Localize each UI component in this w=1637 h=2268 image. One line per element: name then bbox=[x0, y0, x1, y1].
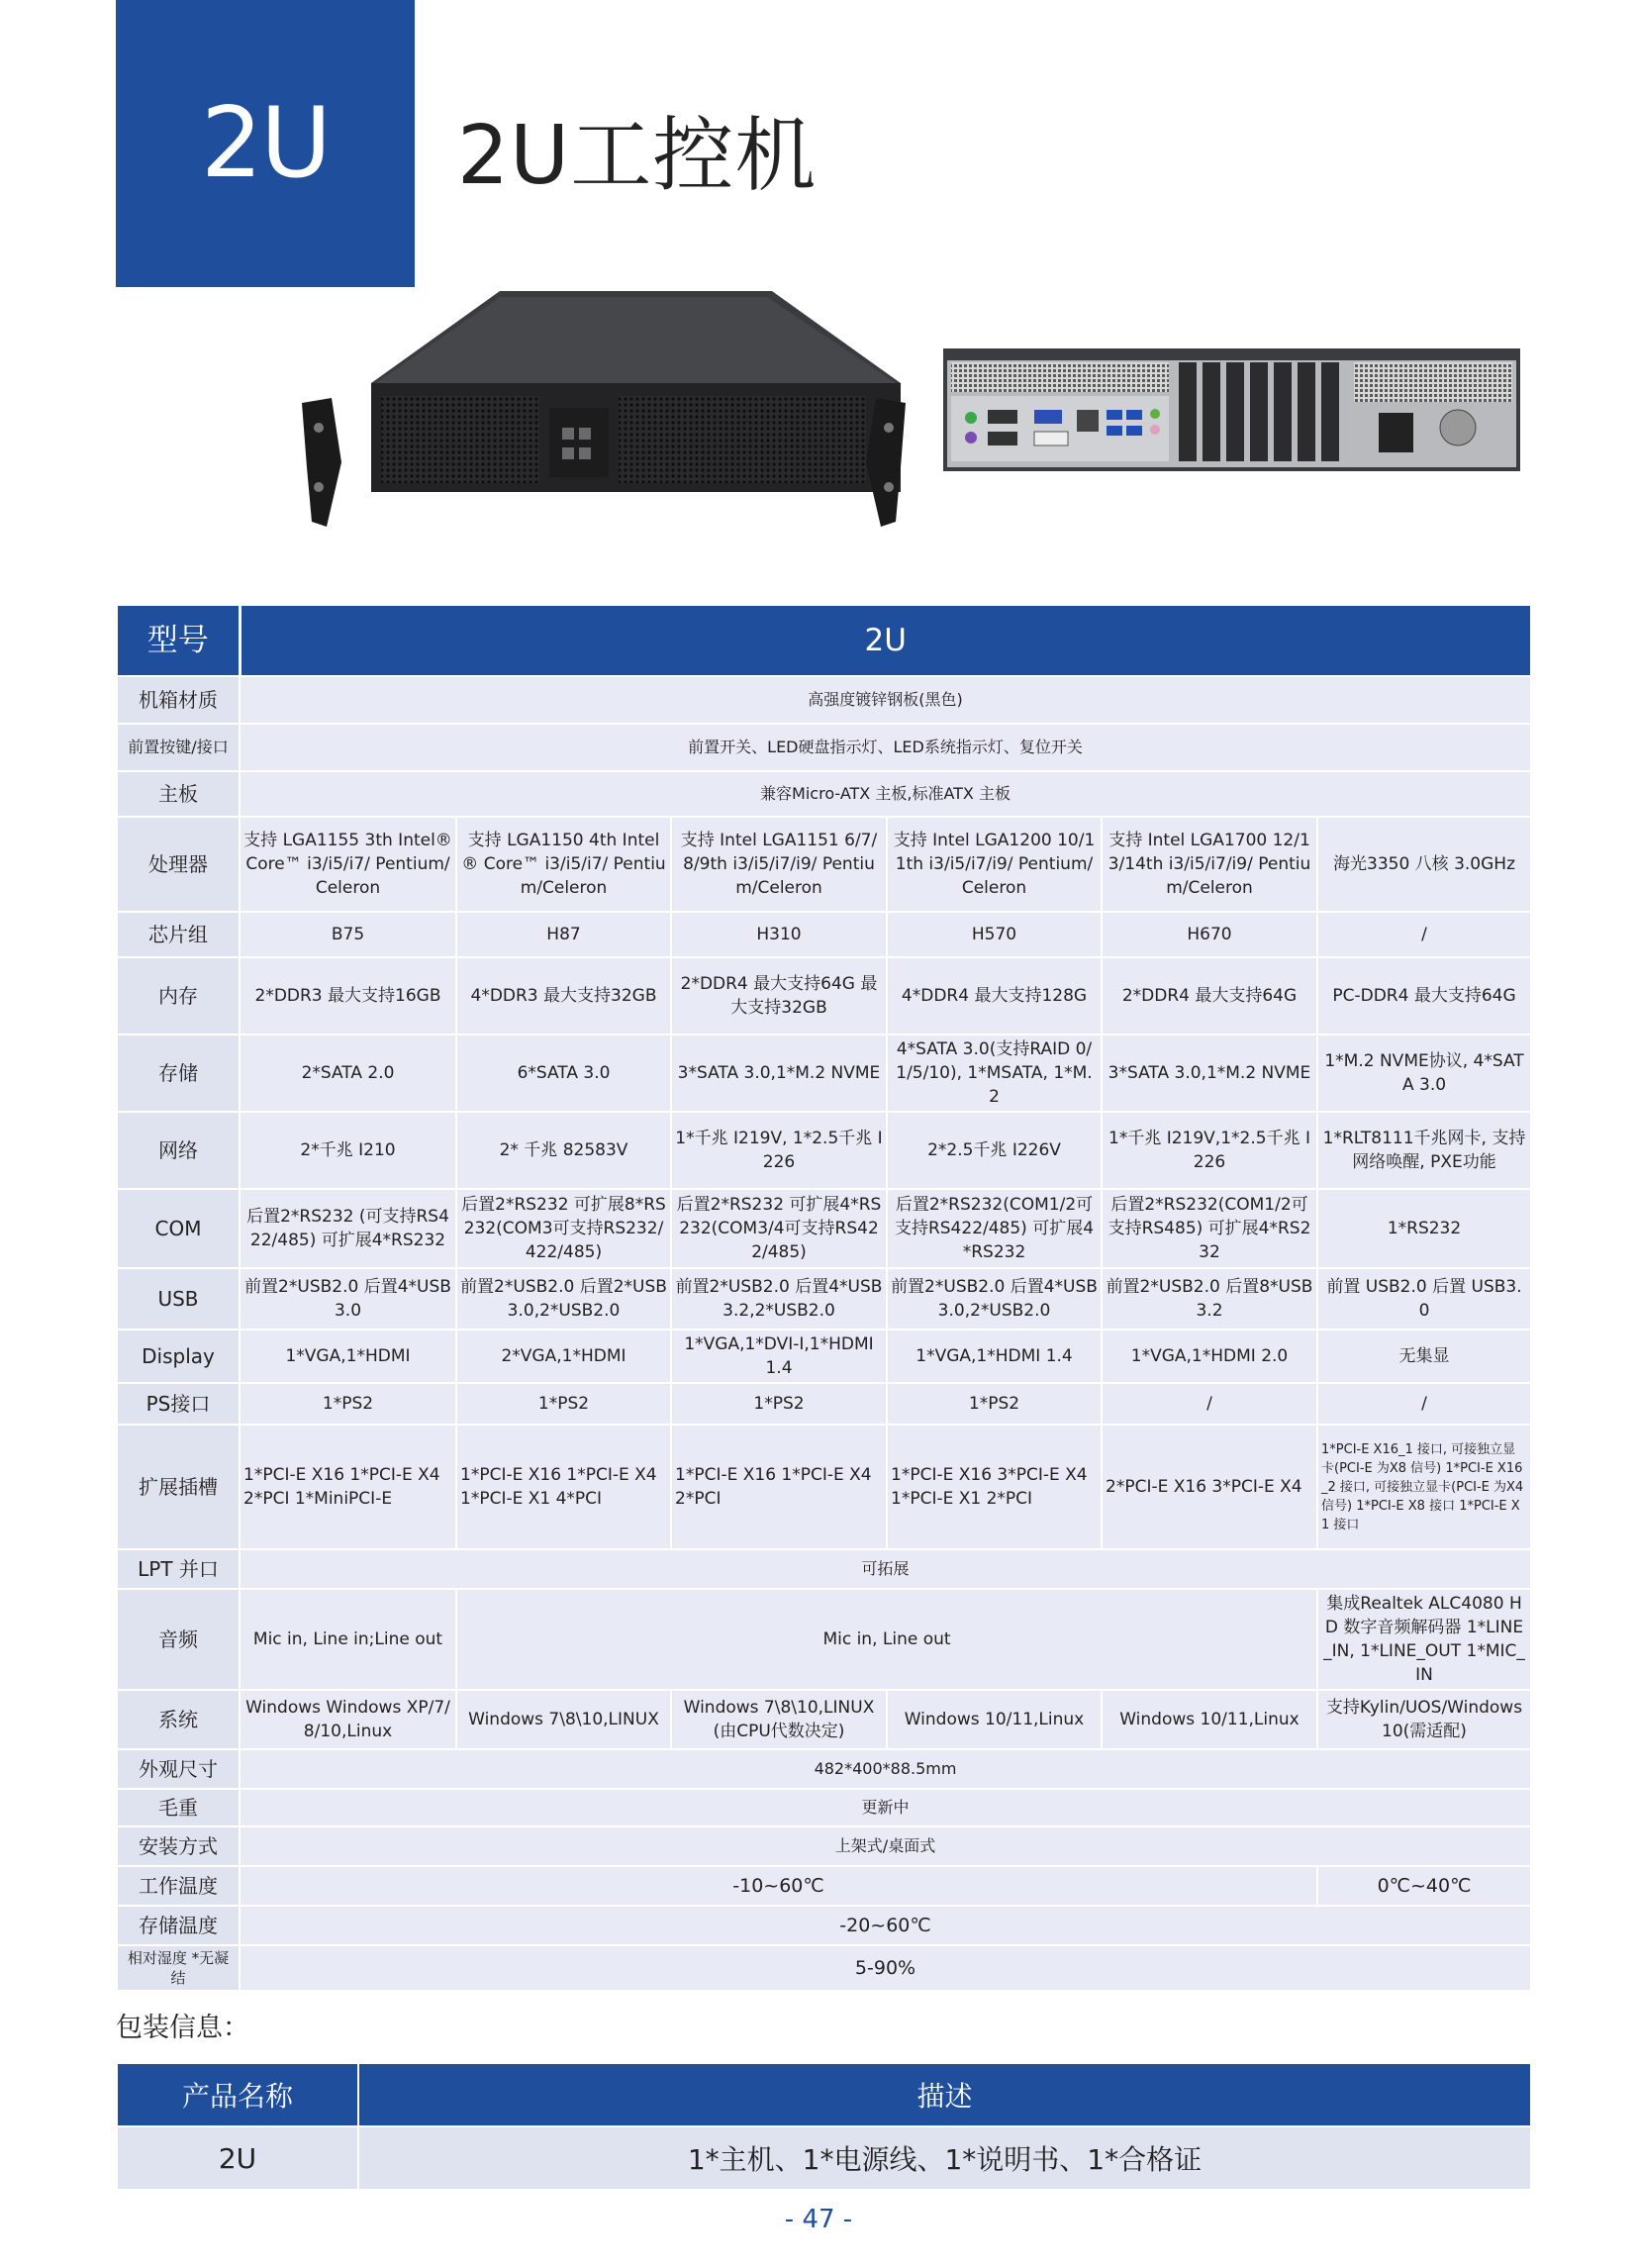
packing-header-row bbox=[117, 2063, 1531, 2126]
model-badge: 2U bbox=[116, 0, 415, 287]
spec-row-dimensions: 外观尺寸 482*400*88.5mm bbox=[117, 1749, 1531, 1789]
model-value: 2U bbox=[240, 605, 1531, 676]
spec-row-lpt: LPT 并口 可拓展 bbox=[117, 1549, 1531, 1589]
spec-row-network: 网络 2*千兆 I210 2* 千兆 82583V 1*千兆 I219V, 1*2.5千兆 I226 2*2.5千兆 I226V 1*千兆 I219V,1*2.5千兆 I226 1*RLT8111千兆网卡, 支持网络唤醒, PXE功能 bbox=[117, 1112, 1531, 1189]
spec-row-mounting: 安装方式 上架式/桌面式 bbox=[117, 1826, 1531, 1866]
packing-desc: 1*主机、1*电源线、1*说明书、1*合格证 bbox=[358, 2126, 1531, 2190]
packing-row bbox=[117, 2126, 1531, 2190]
spec-row-com: COM 后置2*RS232 (可支持RS422/485) 可扩展4*RS232 后置2*RS232 可扩展8*RS232(COM3可支持RS232/422/485) 后置2*RS232 可扩展4*RS232(COM3/4可支持RS422/485) 后置2*RS232(COM1/2可支持RS422/485) 可扩展4*RS232 后置2*RS232(COM1/2可支持RS485) 可扩展4*RS232 1*RS232 bbox=[117, 1189, 1531, 1268]
packing-name: 2U bbox=[117, 2126, 358, 2190]
spec-row-cpu: 处理器 支持 LGA1155 3th Intel® Core™ i3/i5/i7/ Pentium/Celeron 支持 LGA1150 4th Intel® Core™ i3/i5/i7/ Pentium/Celeron 支持 Intel LGA1151 6/7/8/9th i3/i5/i7/i9/ Pentium/Celeron 支持 Intel LGA1200 10/11th i3/i5/i7/i9/ Pentium/Celeron 支持 Intel LGA1700 12/13/14th i3/i5/i7/i9/ Pentium/Celeron 海光3350 八核 3.0GHz bbox=[117, 817, 1531, 912]
model-label: 型号 bbox=[117, 605, 240, 676]
spec-row-display: Display 1*VGA,1*HDMI 2*VGA,1*HDMI 1*VGA,1*DVI-I,1*HDMI 1.4 1*VGA,1*HDMI 1.4 1*VGA,1*HDMI 2.0 无集显 bbox=[117, 1330, 1531, 1383]
spec-row-ps2: PS接口 1*PS2 1*PS2 1*PS2 1*PS2 / / bbox=[117, 1383, 1531, 1425]
packing-name-header: 产品名称 bbox=[117, 2063, 358, 2126]
packing-title: 包装信息： bbox=[116, 2013, 249, 2043]
packing-table bbox=[116, 2062, 1532, 2191]
chassis-rear-image bbox=[943, 348, 1520, 471]
spec-row-memory: 内存 2*DDR3 最大支持16GB 4*DDR3 最大支持32GB 2*DDR4 最大支持64G 最大支持32GB 4*DDR4 最大支持128G 2*DDR4 最大支持64G PC-DDR4 最大支持64G bbox=[117, 957, 1531, 1035]
spec-row-audio: 音频 Mic in, Line in;Line out Mic in, Line out 集成Realtek ALC4080 HD 数字音频解码器 1*LINE_IN, 1*LINE_OUT 1*MIC_IN bbox=[117, 1589, 1531, 1690]
page-number: - 47 - bbox=[784, 2205, 853, 2234]
spec-row-humidity: 相对湿度 *无凝结 5-90% bbox=[117, 1945, 1531, 1991]
spec-row-op-temp: 工作温度 -10~60℃ 0℃~40℃ bbox=[117, 1866, 1531, 1906]
page-title: 2U工控机 bbox=[457, 109, 818, 203]
spec-row-expansion: 扩展插槽 1*PCI-E X16 1*PCI-E X4 2*PCI 1*MiniPCI-E 1*PCI-E X16 1*PCI-E X4 1*PCI-E X1 4*PCI 1*PCI-E X16 1*PCI-E X4 2*PCI 1*PCI-E X16 3*PCI-E X4 1*PCI-E X1 2*PCI 2*PCI-E X16 3*PCI-E X4 1*PCI-E X16_1 接口, 可接独立显卡(PCI-E 为X8 信号) 1*PCI-E X16_2 接口, 可接独立显卡(PCI-E 为X4 信号) 1*PCI-E X8 接口 1*PCI-E X1 接口 bbox=[117, 1425, 1531, 1549]
spec-row-mainboard: 主板 兼容Micro-ATX 主板,标准ATX 主板 bbox=[117, 771, 1531, 817]
packing-desc-header: 描述 bbox=[358, 2063, 1531, 2126]
spec-row-front-buttons: 前置按键/接口 前置开关、LED硬盘指示灯、LED系统指示灯、复位开关 bbox=[117, 724, 1531, 771]
spec-row-chipset: 芯片组 B75 H87 H310 H570 H670 / bbox=[117, 912, 1531, 957]
spec-table bbox=[116, 604, 1532, 1992]
spec-row-storage: 存储 2*SATA 2.0 6*SATA 3.0 3*SATA 3.0,1*M.2 NVME 4*SATA 3.0(支持RAID 0/1/5/10), 1*MSATA, 1*M.2 3*SATA 3.0,1*M.2 NVME 1*M.2 NVME协议, 4*SATA 3.0 bbox=[117, 1035, 1531, 1112]
spec-row-usb: USB 前置2*USB2.0 后置4*USB3.0 前置2*USB2.0 后置2*USB3.0,2*USB2.0 前置2*USB2.0 后置4*USB3.2,2*USB2.0 前置2*USB2.0 后置4*USB3.0,2*USB2.0 前置2*USB2.0 后置8*USB3.2 前置 USB2.0 后置 USB3.0 bbox=[117, 1268, 1531, 1330]
spec-header-row bbox=[117, 605, 1531, 676]
spec-row-weight: 毛重 更新中 bbox=[117, 1789, 1531, 1826]
spec-row-case-material: 机箱材质 高强度镀锌钢板(黑色) bbox=[117, 676, 1531, 724]
spec-row-storage-temp: 存储温度 -20~60℃ bbox=[117, 1906, 1531, 1945]
spec-row-os: 系统 Windows Windows XP/7/8/10,Linux Windows 7\8\10,LINUX Windows 7\8\10,LINUX (由CPU代数决定) Windows 10/11,Linux Windows 10/11,Linux 支持Kylin/UOS/Windows 10(需适配) bbox=[117, 1690, 1531, 1749]
chassis-front-image bbox=[302, 289, 906, 537]
